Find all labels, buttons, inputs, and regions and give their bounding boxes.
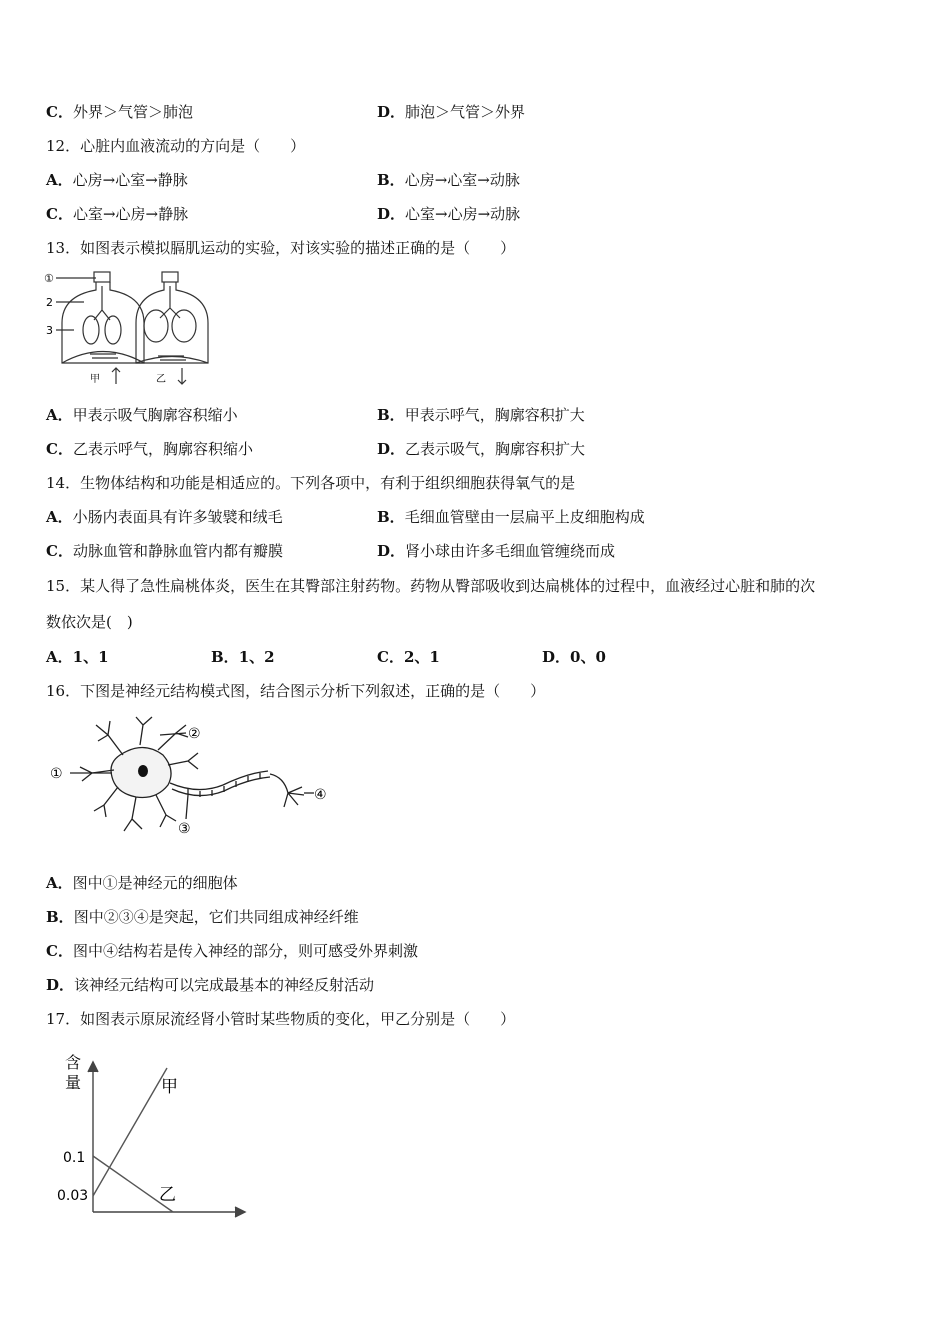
option-text: 心房→心室→动脉	[404, 171, 520, 189]
q12-option-d	[377, 204, 520, 224]
q13-stem: 13．如图表示模拟膈肌运动的实验，对该实验的描述正确的是（ ）	[46, 239, 516, 257]
option-text: 1、1	[72, 648, 109, 666]
nucleus-icon	[138, 765, 148, 777]
figure-label-yi: 乙	[156, 374, 166, 385]
figure-mark-2: 2	[46, 296, 53, 309]
option-text: 乙表示呼气，胸廓容积缩小	[72, 440, 253, 458]
neuron-label-3: ③	[178, 821, 191, 837]
neuron-label-4: ④	[314, 787, 327, 803]
jar-a-right-balloon	[105, 316, 121, 344]
dendrite-branch	[158, 725, 188, 750]
option-letter: C．	[46, 205, 73, 223]
q15-stem-line2: 数依次是( )	[46, 613, 133, 631]
option-text: 肾小球由许多毛细血管缠绕而成	[405, 542, 616, 560]
option-text: 乙表示吸气，胸廓容积扩大	[405, 440, 586, 458]
option-text: 图中②③④是突起，它们共同组成神经纤维	[73, 908, 359, 926]
q12-option-a	[46, 170, 188, 190]
q15-option-d	[542, 647, 606, 667]
option-text: 心房→心室→静脉	[72, 171, 188, 189]
option-text: 2、1	[403, 648, 440, 666]
jar-a-stopper	[94, 272, 110, 282]
option-letter: C．	[46, 103, 73, 121]
q11-option-d	[377, 102, 525, 122]
arrow-down-icon	[178, 368, 186, 384]
jar-a-left-balloon	[83, 316, 99, 344]
renal-tubule-chart	[55, 1050, 255, 1225]
q11-option-c	[46, 102, 193, 122]
option-text: 毛细血管壁由一层扁平上皮细胞构成	[404, 508, 645, 526]
series-line-jia	[93, 1068, 167, 1196]
option-letter: A．	[46, 508, 73, 526]
q12-option-c	[46, 204, 188, 224]
option-letter: C．	[377, 648, 404, 666]
dendrite-branch	[168, 753, 198, 769]
option-text: 肺泡＞气管＞外界	[405, 103, 526, 121]
dendrite-branch	[136, 717, 152, 745]
arrow-up-icon	[112, 368, 120, 384]
option-letter: D．	[377, 205, 406, 223]
q12-option-b	[377, 170, 520, 190]
option-letter: B．	[377, 406, 405, 424]
q13-option-a	[46, 405, 238, 425]
x-axis-arrow-icon	[235, 1207, 245, 1217]
q14-stem: 14．生物体结构和功能是相适应的。下列各项中，有利于组织细胞获得氧气的是	[46, 474, 576, 492]
option-letter: D．	[46, 976, 75, 994]
q16-option-c	[46, 941, 418, 961]
q16-option-b	[46, 907, 359, 927]
q14-option-b	[377, 507, 645, 527]
option-letter: B．	[46, 908, 74, 926]
q13-option-c	[46, 439, 253, 459]
option-text: 1、2	[238, 648, 275, 666]
option-text: 心室→心房→静脉	[72, 205, 189, 223]
dendrite-branch	[94, 787, 118, 817]
tick-label-low: 0.03	[57, 1188, 89, 1204]
option-letter: A．	[46, 874, 73, 892]
neuron-label-1: ①	[50, 766, 63, 782]
q13-option-d	[377, 439, 585, 459]
y-axis-label-2: 量	[65, 1073, 82, 1092]
dendrite-branch	[124, 797, 142, 831]
option-text: 甲表示呼气，胸廓容积扩大	[404, 406, 585, 424]
option-letter: C．	[46, 942, 73, 960]
option-text: 0、0	[570, 648, 606, 666]
q15-stem-line1: 15．某人得了急性扁桃体炎，医生在其臀部注射药物。药物从臀部吸收到达扁桃体的过程中，血液经过心脏和肺的次	[46, 577, 816, 595]
option-letter: A．	[46, 648, 73, 666]
option-letter: D．	[377, 542, 406, 560]
jar-b-right-balloon	[172, 310, 196, 342]
jar-a-diaphragm	[62, 352, 144, 364]
option-text: 该神经元结构可以完成最基本的神经反射活动	[74, 976, 375, 994]
y-axis-label-1: 含	[65, 1053, 82, 1072]
option-letter: C．	[46, 542, 73, 560]
option-letter: A．	[46, 406, 73, 424]
option-text: 外界＞气管＞肺泡	[72, 103, 193, 121]
q15-option-b	[211, 647, 275, 667]
neuron-label-2: ②	[188, 726, 201, 742]
option-letter: D．	[542, 648, 571, 666]
option-text: 图中④结构若是传入神经的部分，则可感受外界刺激	[72, 942, 418, 960]
option-letter: C．	[46, 440, 73, 458]
q15-option-c	[377, 647, 440, 667]
figure-mark-1: ①	[44, 272, 54, 285]
figure-mark-3: 3	[46, 324, 53, 337]
q17-stem: 17．如图表示原尿流经肾小管时某些物质的变化，甲乙分别是（ ）	[46, 1010, 516, 1028]
q14-option-a	[46, 507, 283, 527]
option-text: 动脉血管和静脉血管内都有瓣膜	[72, 542, 283, 560]
jar-b-left-balloon	[144, 310, 168, 342]
option-text: 心室→心房→动脉	[405, 205, 521, 223]
q16-stem: 16．下图是神经元结构模式图，结合图示分析下列叙述，正确的是（ ）	[46, 682, 546, 700]
y-axis-arrow-icon	[88, 1062, 98, 1072]
dendrite-branch	[156, 795, 176, 827]
jar-a-membrane-hatch	[90, 354, 118, 358]
dendrite-branch	[80, 767, 114, 781]
option-text: 图中①是神经元的细胞体	[72, 874, 238, 892]
q13-option-b	[377, 405, 585, 425]
q14-option-d	[377, 541, 615, 561]
axon-terminal	[270, 774, 304, 807]
series-label-yi: 乙	[159, 1185, 176, 1205]
q16-option-d	[46, 975, 374, 995]
q16-option-a	[46, 873, 238, 893]
option-letter: D．	[377, 440, 406, 458]
neuron-diagram	[48, 715, 338, 840]
dendrite-branch	[96, 721, 123, 755]
jar-b-stopper	[162, 272, 178, 282]
option-letter: A．	[46, 171, 73, 189]
option-text: 甲表示吸气胸廓容积缩小	[72, 406, 238, 424]
q14-option-c	[46, 541, 283, 561]
diaphragm-experiment-figure	[44, 268, 214, 393]
option-letter: B．	[211, 648, 239, 666]
q12-stem: 12．心脏内血液流动的方向是（ ）	[46, 137, 306, 155]
pointer-3	[186, 795, 188, 819]
option-letter: D．	[377, 103, 406, 121]
figure-label-jia: 甲	[90, 374, 100, 385]
jar-a-trachea	[94, 286, 110, 320]
jar-a-bell	[62, 282, 144, 363]
option-text: 小肠内表面具有许多皱襞和绒毛	[72, 508, 283, 526]
series-label-jia: 甲	[161, 1077, 178, 1097]
option-letter: B．	[377, 171, 405, 189]
option-letter: B．	[377, 508, 405, 526]
q15-option-a	[46, 647, 109, 667]
tick-label-high: 0.1	[63, 1150, 86, 1166]
